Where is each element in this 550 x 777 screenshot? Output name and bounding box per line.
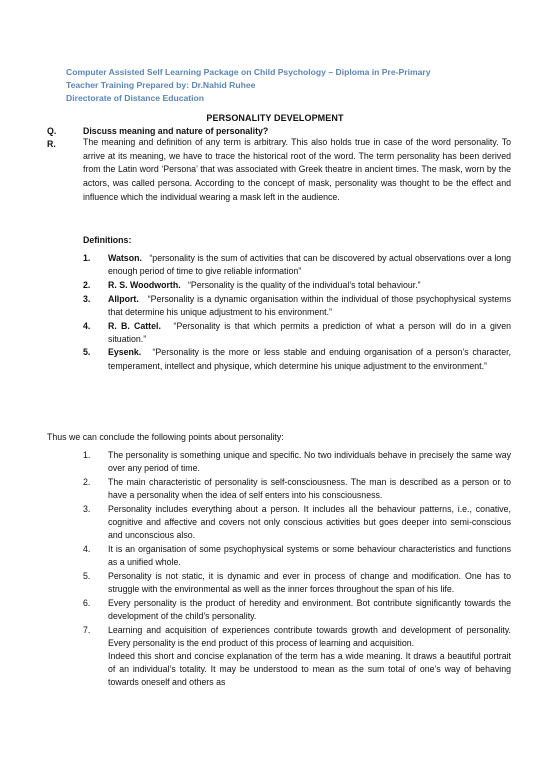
header-line-3: Directorate of Distance Education (66, 93, 205, 103)
definition-item (83, 293, 511, 319)
header-line-1: Computer Assisted Self Learning Package on Child Psychology – Diploma in Pre-Primary (66, 67, 431, 77)
point-item (83, 503, 511, 543)
point-item (83, 543, 511, 569)
point-number: 4. (83, 543, 91, 554)
definitions-list (83, 252, 511, 373)
point-text: The personality is something unique and specific. No two individuals behave in precisely the same way over any period of time. (108, 450, 511, 474)
point-number: 5. (83, 570, 91, 581)
point-text: Personality includes everything about a person. It includes all the behaviour patterns, i.e., conative, cognitive and affective and covers not only conscious activities but goes deeper into semi-conscious and unconscious also. (108, 503, 511, 541)
question-text: Discuss meaning and nature of personality? (83, 126, 269, 136)
point-item (83, 476, 511, 502)
closing-paragraph: Indeed this short and concise explanation of the term has a wide meaning. It draws a beautiful portrait of an individual’s totality. It may be understood to mean as the sum total of one’s way of behaving towards oneself and others as (108, 651, 511, 688)
definition-number: 2. (83, 279, 91, 290)
answer-paragraph: The meaning and definition of any term is arbitrary. This also holds true in case of the word personality. To arrive at its meaning, we have to trace the historical root of the word. The term personality has been derived from the Latin word ‘Persona’ that was associated with Greek theatre in ancient times. The mask, worn by the actors, was called persona. According to the concept of mask, personality was thought to be the effect and influence which the individual wearing a mask left in the audience. (83, 137, 511, 202)
definitions-heading: Definitions: (83, 235, 132, 245)
definition-item (83, 320, 511, 346)
question-label: Q. (47, 126, 57, 136)
definition-author: Eysenk. (108, 347, 142, 358)
point-number: 1. (83, 450, 91, 460)
point-item (83, 624, 511, 690)
definition-item (83, 279, 511, 292)
definition-text: “Personality is a dynamic organisation within the individual of those psychophysical systems that determine his unique adjustment to his environment.” (108, 293, 511, 317)
answer-label: R. (47, 139, 56, 149)
point-number: 2. (83, 476, 91, 487)
point-number: 3. (83, 503, 91, 514)
point-number: 6. (83, 597, 91, 608)
point-text: The main characteristic of personality is self-consciousness. The man is described as a person or to have a personality when the idea of self enters into his consciousness. (108, 476, 511, 501)
points-list (83, 449, 511, 690)
conclusion-intro: Thus we can conclude the following points about personality: (47, 432, 284, 442)
definition-author: R. S. Woodworth. (108, 279, 181, 290)
definition-number: 4. (83, 320, 91, 331)
point-text: Every personality is the product of heredity and environment. Bot contribute significantly towards the development of the child’s personality. (108, 597, 511, 621)
point-item (83, 449, 511, 475)
definition-text: “personality is the sum of activities that can be discovered by actual observations over a long enough period of time to give reliable information” (108, 253, 511, 277)
definition-text: “Personality is that which permits a prediction of what a person will do in a given situation.” (108, 320, 511, 344)
page-title: PERSONALITY DEVELOPMENT (206, 113, 344, 123)
point-text: Learning and acquisition of experiences contribute towards growth and development of personality. Every personality is the end product of this process of learning and acquisition. (108, 624, 511, 648)
definition-text: “Personality is the more or less stable and enduing organisation of a person’s character, temperament, intellect and physique, which determine his unique adjustment to the environment.” (108, 347, 511, 371)
definition-number: 3. (83, 293, 91, 304)
point-item (83, 570, 511, 596)
definition-text: “Personality is the quality of the individual’s total behaviour.” (188, 279, 421, 290)
point-item (83, 597, 511, 623)
definition-author: R. B. Cattel. (108, 320, 161, 331)
definition-author: Allport. (108, 293, 139, 304)
point-text: Personality is not static, it is dynamic and ever in process of change and modification. One has to struggle with the environmental as well as the inner forces throughout the span of his life. (108, 570, 511, 595)
definition-number: 5. (83, 347, 91, 358)
definition-author: Watson. (108, 253, 142, 263)
point-text: It is an organisation of some psychophysical systems or some behaviour characteristics and functions as a unified whole. (108, 543, 511, 568)
definition-number: 1. (83, 253, 91, 263)
header-line-2: Teacher Training Prepared by: Dr.Nahid Ruhee (66, 80, 256, 90)
definition-item (83, 346, 511, 372)
point-number: 7. (83, 624, 91, 635)
definition-item (83, 252, 511, 278)
